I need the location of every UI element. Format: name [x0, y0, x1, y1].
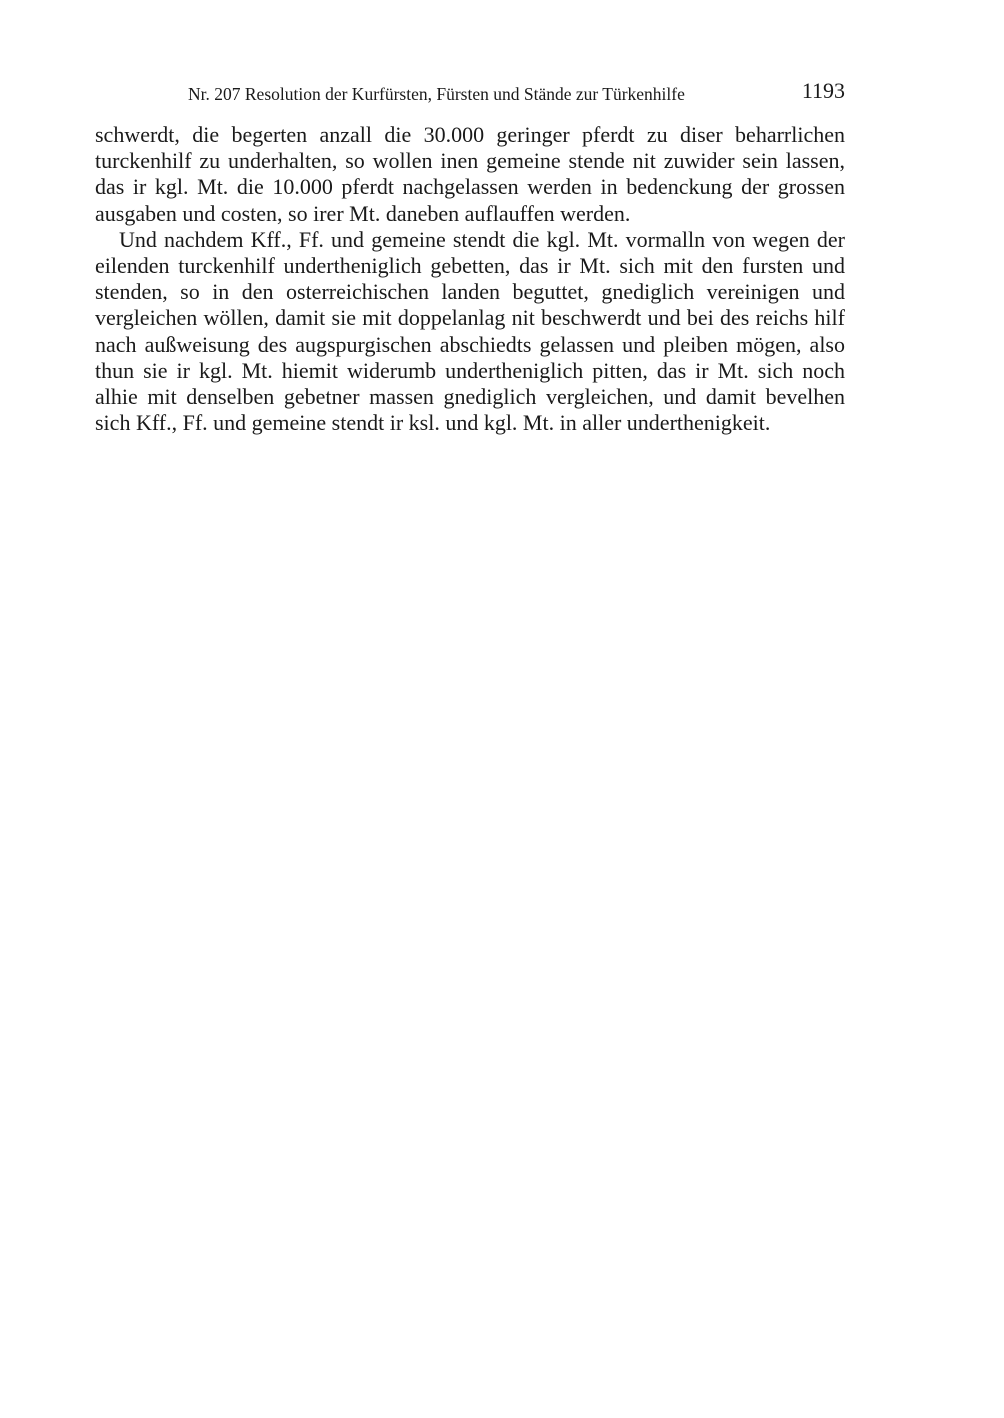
body-text: [95, 122, 845, 436]
running-title: Nr. 207 Resolution der Kurfürsten, Fürsten und Stände zur Türkenhilfe: [188, 84, 685, 104]
running-head: [95, 78, 845, 110]
page-number: 1193: [801, 78, 845, 103]
paragraph: Und nachdem Kff., Ff. und gemeine stendt die kgl. Mt. vormalln von wegen der eilenden turckenhilf undertheniglich gebetten, das ir Mt. sich mit den fursten und stenden, so in den osterreichischen landen beguttet, gnediglich vereinigen und vergleichen wöllen, damit sie mit doppelanlag nit beschwerdt und bei des reichs hilf nach außweisung des augspurgischen abschiedts gelassen und pleiben mögen, also thun sie ir kgl. Mt. hiemit widerumb undertheniglich pitten, das ir Mt. sich noch alhie mit denselben gebetner massen gnediglich vergleichen, und damit bevelhen sich Kff., Ff. und gemeine stendt ir ksl. und kgl. Mt. in aller underthenigkeit.: [95, 226, 845, 436]
paragraph-continuation: schwerdt, die begerten anzall die 30.000 geringer pferdt zu diser beharrlichen turckenhilf zu underhalten, so wollen inen gemeine stende nit zuwider sein lassen, das ir kgl. Mt. die 10.000 pferdt nachgelassen werden in bedenckung der grossen ausgaben und costen, so irer Mt. daneben auflauffen werden.: [95, 122, 845, 226]
